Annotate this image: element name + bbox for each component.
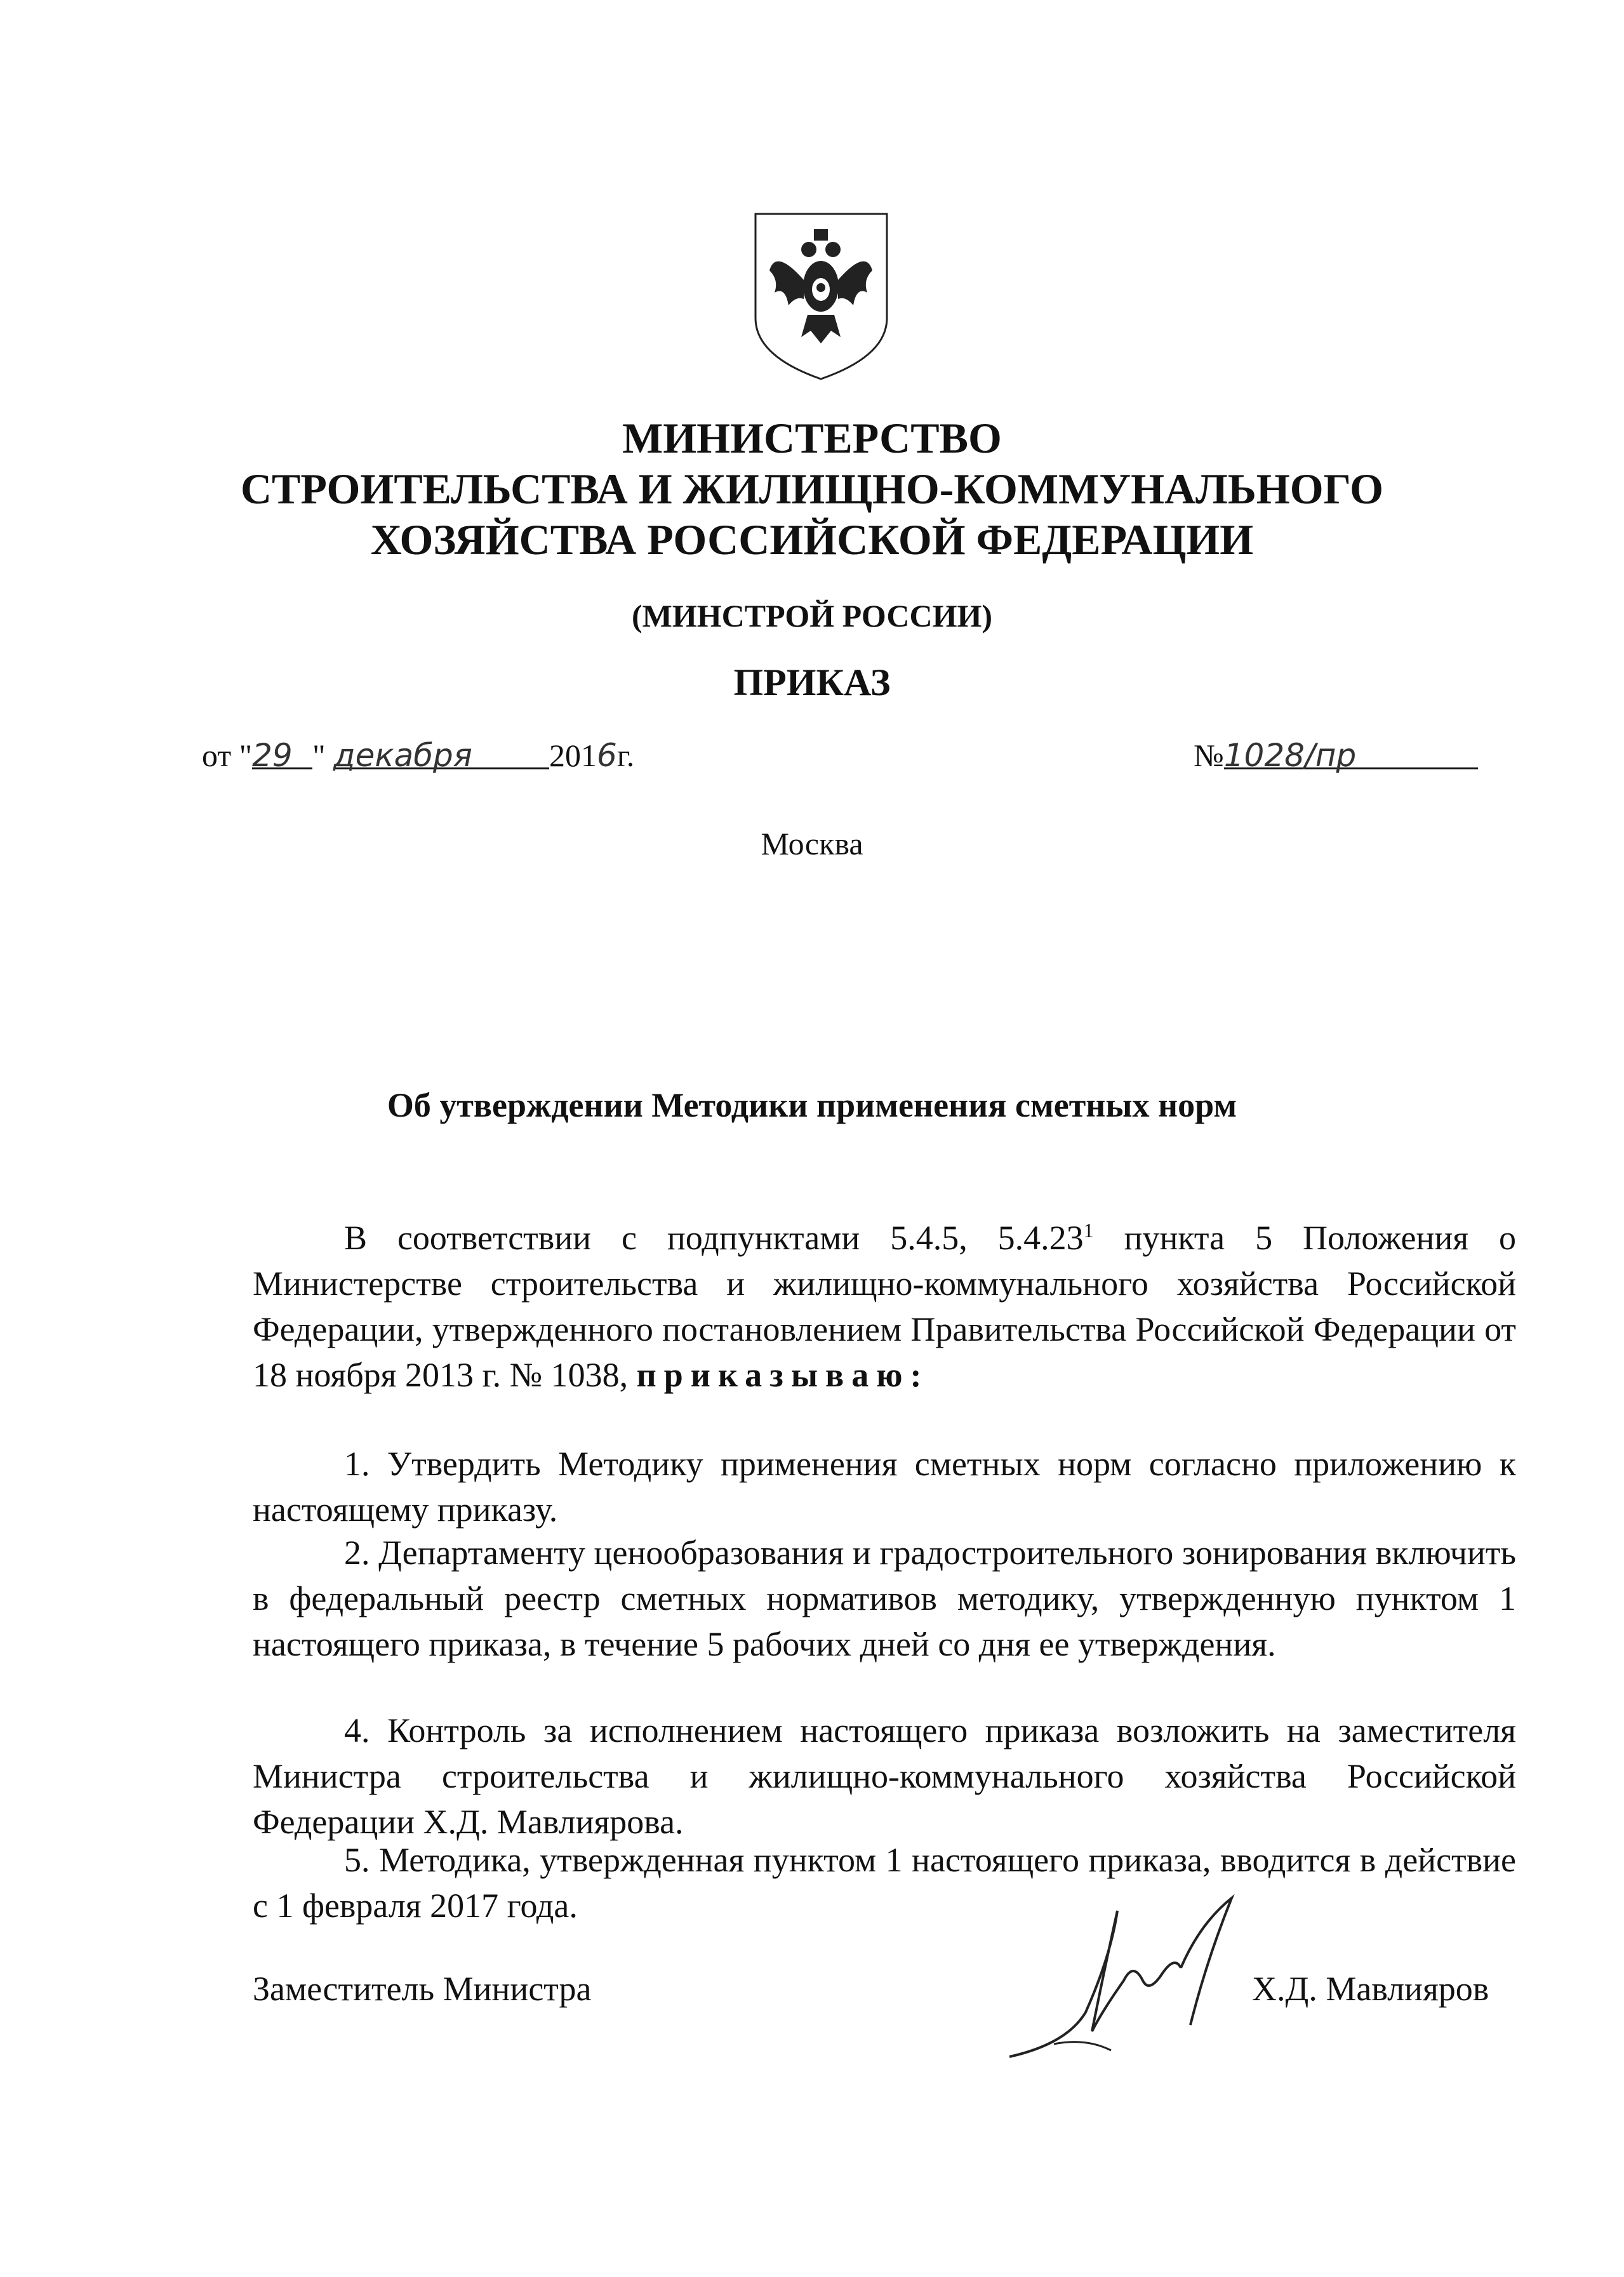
document-title: Об утверждении Методики применения сметных норм — [387, 1086, 1237, 1124]
preamble-superscript: 1 — [1083, 1219, 1094, 1242]
city: Москва — [761, 826, 863, 861]
ministry-title — [0, 413, 1624, 565]
ministry-title-line-3: ХОЗЯЙСТВА РОССИЙСКОЙ ФЕДЕРАЦИИ — [370, 515, 1254, 564]
order-heading: ПРИКАЗ — [733, 661, 891, 703]
order-number — [1194, 733, 1478, 778]
date-month: декабря — [333, 737, 472, 774]
date-open-quote: " — [239, 738, 253, 773]
date-year-prefix: 201 — [549, 738, 597, 773]
coat-of-arms-emblem — [750, 210, 892, 382]
date-day: 29 — [252, 737, 293, 774]
preamble-text-1: В соответствии с подпунктами 5.4.5, 5.4.23 — [344, 1219, 1084, 1257]
list-item: 2. Департаменту ценообразования и градостроительного зонирования включить в федеральный реестр сметных нормативов методику, утвержденную пунктом 1 настоящего приказа, в течение 5 рабочих дней со дня ее утверждения. — [253, 1534, 1516, 1663]
signatory-name: Х.Д. Мавлияров — [1252, 1970, 1489, 2008]
preamble-text-2: пункта 5 Положения о Министерстве строительства и жилищно-коммунального хозяйства Российской Федерации, утвержденного постановлением Правительства Российской Федерации от 18 ноября 2013 г. № 1038, — [253, 1219, 1517, 1394]
list-item: 5. Методика, утвержденная пунктом 1 настоящего приказа, вводится в действие с 1 февраля 2017 года. — [253, 1841, 1516, 1925]
order-date — [202, 733, 634, 778]
ministry-title-line-2: СТРОИТЕЛЬСТВА И ЖИЛИЩНО-КОММУНАЛЬНОГО — [240, 465, 1384, 513]
date-close-quote: " — [312, 738, 326, 773]
list-item: 4. Контроль за исполнением настоящего приказа возложить на заместителя Министра строительства и жилищно-коммунального хозяйства Российской Федерации Х.Д. Мавлиярова. — [253, 1711, 1516, 1841]
date-year-suffix: г. — [616, 738, 635, 773]
number-sign: № — [1194, 738, 1224, 773]
list-item: 1. Утвердить Методику применения сметных норм согласно приложению к настоящему приказу. — [253, 1445, 1516, 1529]
date-year-digit: 6 — [597, 737, 617, 774]
ministry-title-line-1: МИНИСТЕРСТВО — [622, 414, 1002, 462]
order-verb: приказываю: — [636, 1356, 929, 1394]
signatory-position: Заместитель Министра — [253, 1970, 592, 2008]
date-prefix: от — [202, 738, 239, 773]
ministry-abbreviation: (МИНСТРОЙ РОССИИ) — [631, 598, 993, 634]
handwritten-signature — [990, 1885, 1270, 2076]
order-number-value: 1028/пр — [1223, 737, 1357, 774]
preamble-paragraph — [253, 1215, 1516, 1398]
